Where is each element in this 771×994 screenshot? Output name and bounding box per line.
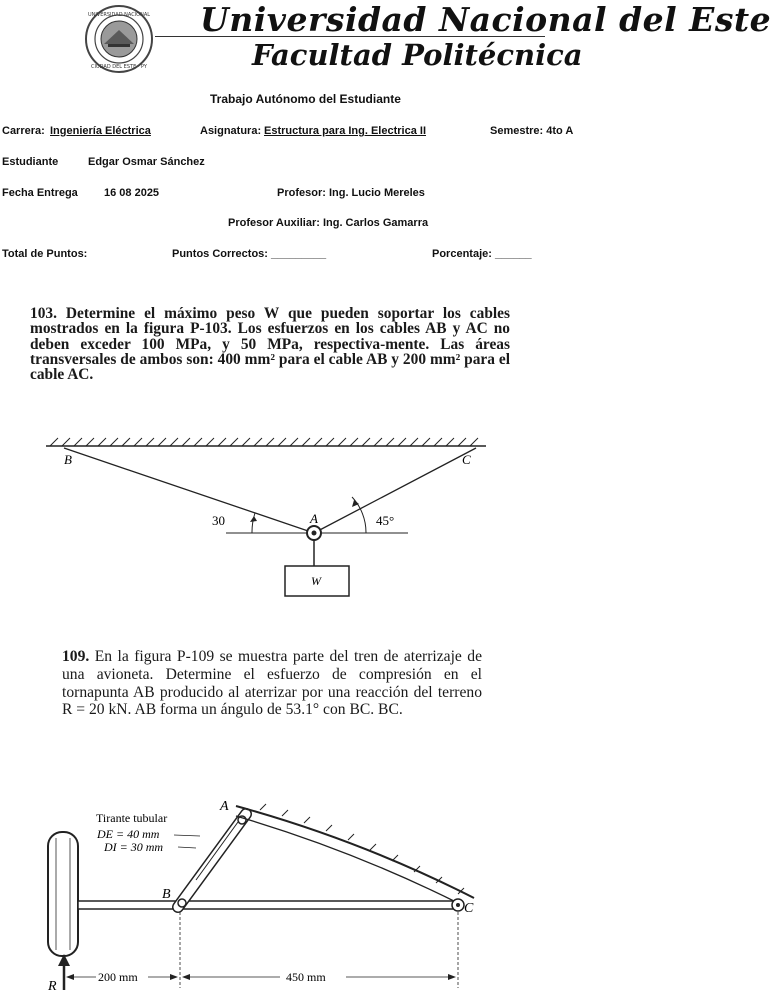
faculty-name: Facultad Politécnica xyxy=(252,38,583,72)
dim-200: 200 mm xyxy=(98,970,138,984)
dim-450: 450 mm xyxy=(286,970,326,984)
beam-bc xyxy=(78,901,458,909)
asignatura-value: Estructura para Ing. Electrica II xyxy=(264,125,427,137)
label-de: DE = 40 mm xyxy=(97,827,160,841)
porcentaje: Porcentaje: ______ xyxy=(432,248,532,260)
document-title: Trabajo Autónomo del Estudiante xyxy=(210,92,401,106)
fecha-value: 16 08 2025 xyxy=(104,187,160,199)
fecha-label: Fecha Entrega xyxy=(2,187,78,199)
cable-ac xyxy=(314,448,476,533)
problem-103-body: Determine el máximo peso W que pueden soportar los cables mostrados en la figura P-103. Los esfuerzos en los cables AB y AC no deben exceder 100 MPa, y 50 MPa, respectiva-mente. Las áreas transversales de ambos son: 400 mm² para el cable AB y 200 mm² para el cable AC. xyxy=(30,305,510,384)
label-tirante: Tirante tubular xyxy=(96,811,168,825)
profesor-auxiliar: Profesor Auxiliar: Ing. Carlos Gamarra xyxy=(228,217,429,229)
figure-p103 xyxy=(0,436,576,606)
label-b: B xyxy=(162,887,171,902)
estudiante-value: Edgar Osmar Sánchez xyxy=(88,156,205,168)
problem-109-text xyxy=(62,648,482,719)
semestre: Semestre: 4to A xyxy=(490,125,574,137)
carrera-value: Ingeniería Eléctrica xyxy=(50,125,151,137)
svg-text:CIUDAD DEL ESTE · PY: CIUDAD DEL ESTE · PY xyxy=(91,64,147,70)
total-puntos: Total de Puntos: xyxy=(2,248,88,260)
svg-text:UNIVERSIDAD NACIONAL: UNIVERSIDAD NACIONAL xyxy=(87,12,151,18)
asignatura-label: Asignatura: xyxy=(200,125,262,137)
label-a: A xyxy=(310,511,318,526)
university-seal xyxy=(84,4,154,74)
puntos-correctos: Puntos Correctos: _________ xyxy=(172,248,327,260)
label-b: B xyxy=(64,452,72,467)
label-w: W xyxy=(311,574,321,588)
carrera-label: Carrera: xyxy=(2,125,45,137)
angle-30: 30 xyxy=(212,513,225,528)
problem-103-number: 103. xyxy=(30,305,57,322)
estudiante-label: Estudiante xyxy=(2,156,59,168)
university-name: Universidad Nacional del Este xyxy=(200,0,771,39)
label-c: C xyxy=(464,901,474,916)
header-wordmark xyxy=(200,0,771,72)
problem-103-text xyxy=(30,306,510,382)
problem-109-body: En la figura P-109 se muestra parte del tren de aterrizaje de una avioneta. Determine el esfuerzo de compresión en el tornapunta AB producido al aterrizar por una reacción del terreno R = 20 kN. AB forma un ángulo de 53.1° con BC. BC. xyxy=(62,648,482,719)
angle-45: 45° xyxy=(376,513,395,528)
wheel xyxy=(48,832,78,956)
label-r: R xyxy=(48,979,57,994)
label-a: A xyxy=(220,799,229,814)
profesor: Profesor: Ing. Lucio Mereles xyxy=(277,187,425,199)
cable-ab xyxy=(64,448,314,533)
problem-109-number: 109. xyxy=(62,648,90,665)
figure-p109 xyxy=(0,780,576,992)
label-di: DI = 30 mm xyxy=(104,840,164,854)
label-c: C xyxy=(462,452,471,467)
